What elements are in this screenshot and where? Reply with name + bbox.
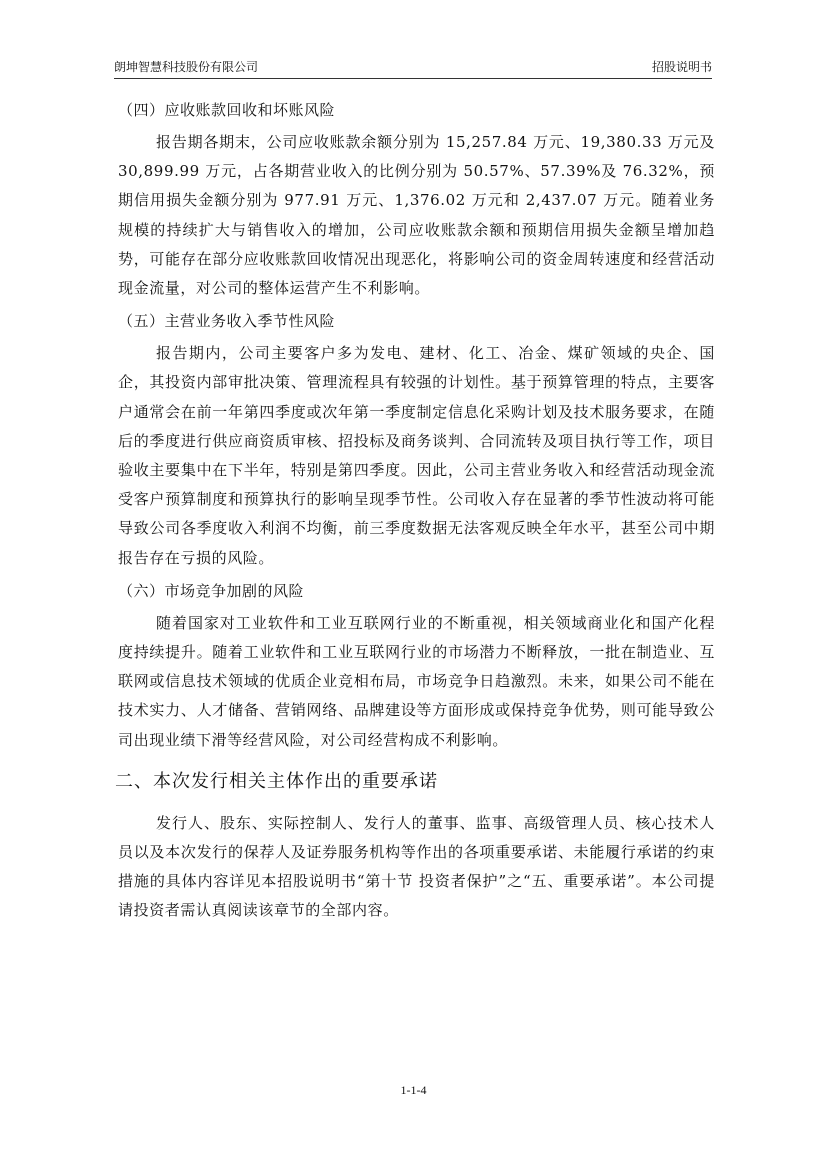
page-body <box>115 96 715 930</box>
header-company-name: 朗坤智慧科技股份有限公司 <box>114 60 259 74</box>
chapter-commitments <box>115 761 715 926</box>
paragraph: 报告期各期末，公司应收账款余额分别为 15,257.84 万元、19,380.33 万元及 30,899.99 万元，占各期营业收入的比例分别为 50.57%、57.39%及 76.32%，预期信用损失金额分别为 977.91 万元、1,376.02 万元和 2,437.07 万元。随着业务规模的持续扩大与销售收入的增加，公司应收账款余额和预期信用损失金额呈增加趋势，可能存在部分应收账款回收情况出现恶化，将影响公司的资金周转速度和经营活动现金流量，对公司的整体运营产生不利影响。 <box>118 133 715 298</box>
section-receivables-risk <box>118 96 715 303</box>
section-competition-risk <box>118 577 715 755</box>
header-document-type: 招股说明书 <box>651 60 712 74</box>
paragraph: 发行人、股东、实际控制人、发行人的董事、监事、高级管理人员、核心技术人员以及本次发行的保荐人及证券服务机构等作出的各项重要承诺、未能履行承诺的约束措施的具体内容详见本招股说明书“第十节 投资者保护”之“五、重要承诺”。本公司提请投资者需认真阅读该章节的全部内容。 <box>118 813 715 920</box>
section-title: （五）主营业务收入季节性风险 <box>118 312 336 331</box>
chapter-title: 二、本次发行相关主体作出的重要承诺 <box>115 770 438 792</box>
section-title: （六）市场竞争加剧的风险 <box>118 581 305 600</box>
section-title: （四）应收账款回收和坏账风险 <box>118 101 336 119</box>
page-header <box>114 54 712 79</box>
page-number: 1-1-4 <box>400 1083 427 1097</box>
paragraph: 报告期内，公司主要客户多为发电、建材、化工、冶金、煤矿领域的央企、国企，其投资内部审批决策、管理流程具有较强的计划性。基于预算管理的特点，主要客户通常会在前一年第四季度或次年第一季度制定信息化采购计划及技术服务要求，在随后的季度进行供应商资质审核、招投标及商务谈判、合同流转及项目执行等工作，项目验收主要集中在下半年，特别是第四季度。因此，公司主营业务收入和经营活动现金流受客户预算制度和预算执行的影响呈现季节性。公司收入存在显著的季节性波动将可能导致公司各季度收入利润不均衡，前三季度数据无法客观反映全年水平，甚至公司中期报告存在亏损的风险。 <box>118 344 715 567</box>
paragraph: 随着国家对工业软件和工业互联网行业的不断重视，相关领域商业化和国产化程度持续提升。随着工业软件和工业互联网行业的市场潜力不断释放，一批在制造业、互联网或信息技术领域的优质企业竞相布局，市场竞争日趋激烈。未来，如果公司不能在技术实力、人才储备、营销网络、品牌建设等方面形成或保持竞争优势，则可能导致公司出现业绩下滑等经营风险，对公司经营构成不利影响。 <box>118 613 715 749</box>
section-seasonality-risk <box>118 307 715 573</box>
